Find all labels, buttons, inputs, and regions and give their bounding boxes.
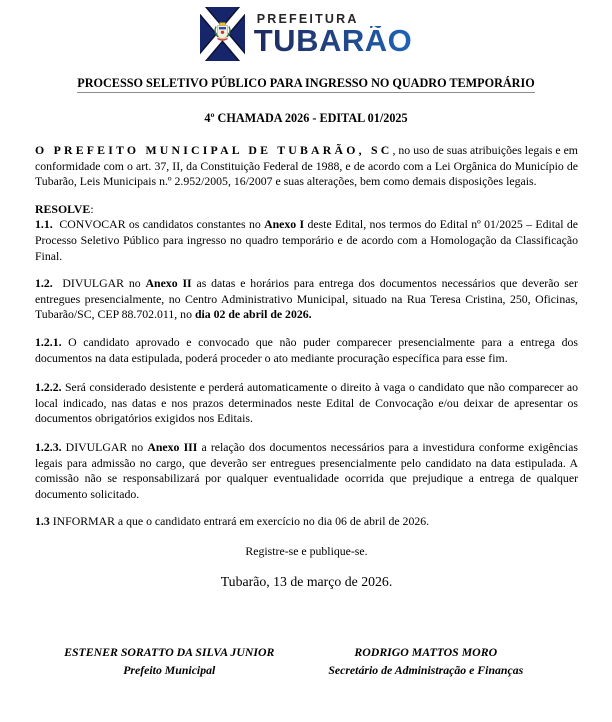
- signature-name: RODRIGO MATTOS MORO: [354, 645, 498, 660]
- resolve-heading: RESOLVE:: [35, 201, 94, 216]
- clause-1-2: 1.2. DIVULGAR no Anexo II as datas e horários para entrega dos documentos necessários que deverão ser entregues presencialmente, no Centro Administrativo Municipal, situado na Rua Teresa Cristina, 250, Oficinas, Tubarão/SC, CEP 88.702.011, no dia 02 de abril de 2026.: [35, 276, 578, 322]
- clause-1-3: 1.3 INFORMAR a que o candidato entrará em exercício no dia 06 de abril de 2026.: [35, 514, 430, 529]
- logo-prefeitura-label: PREFEITURA: [256, 12, 359, 26]
- clause-1-2-3: 1.2.3. DIVULGAR no Anexo III a relação dos documentos necessários para a investidura conforme exigências legais para admissão no cargo, que deverão ser entregues presencialmente pelo candidato na data estipulada. A comissão não se responsabilizará por qualquer eventualidade ocorrida que prejudique a entrega de qualquer documento solicitado.: [35, 439, 578, 501]
- document-title: [18, 76, 594, 91]
- clause-1-1: 1.1. CONVOCAR os candidatos constantes no Anexo I deste Edital, nos termos do Edital nº 01/2025 – Edital de Processo Seletivo Público para ingresso no quadro temporário e de acordo com a Homologação da Classificação Final.: [35, 217, 578, 263]
- clause-1-2-1: 1.2.1. O candidato aprovado e convocado que não puder comparecer presencialmente para a entrega dos documentos na data estipulada, poderá proceder o ato mediante procuração específica para esse fim.: [35, 334, 578, 365]
- dateline: Tubarão, 13 de março de 2026.: [220, 574, 393, 590]
- preamble-paragraph: O PREFEITO MUNICIPAL DE TUBARÃO, SC, no uso de suas atribuições legais e em conformidade com o art. 37, II, da Constituição Federal de 1988, e de acordo com a Lei Orgânica do Município de Tubarão, Leis Municipais n.º 2.952/2005, 16/2007 e suas alterações, bem como demais disposições legais.: [35, 143, 578, 189]
- signature-prefeito: [41, 645, 298, 678]
- signature-role: Prefeito Municipal: [123, 662, 216, 677]
- signature-block: [35, 645, 578, 678]
- document-title-text: PROCESSO SELETIVO PÚBLICO PARA INGRESSO NO QUADRO TEMPORÁRIO: [77, 76, 534, 93]
- signature-secretario: [298, 645, 555, 678]
- document-subtitle: 4º CHAMADA 2026 - EDITAL 01/2025: [204, 111, 408, 125]
- logo-wordmark: [254, 12, 413, 56]
- signature-name: ESTENER SORATTO DA SILVA JUNIOR: [64, 645, 275, 660]
- tubarao-flag-icon: [200, 7, 245, 61]
- logo-city-wordmark: TUBARÃO: [253, 23, 413, 58]
- document-body: [35, 143, 578, 678]
- clause-1-2-2: 1.2.2. Será considerado desistente e perderá automaticamente o direito à vaga o candidato que não comparecer ao local indicado, nas datas e nos prazos determinados neste Edital de Convocação e/ou deixar de apresentar os documentos obrigatórios exigidos nos Editais.: [35, 380, 578, 426]
- register-publish-line: Registre-se e publique-se.: [245, 543, 368, 558]
- signature-role: Secretário de Administração e Finanças: [328, 662, 524, 677]
- header-logo: [0, 0, 612, 61]
